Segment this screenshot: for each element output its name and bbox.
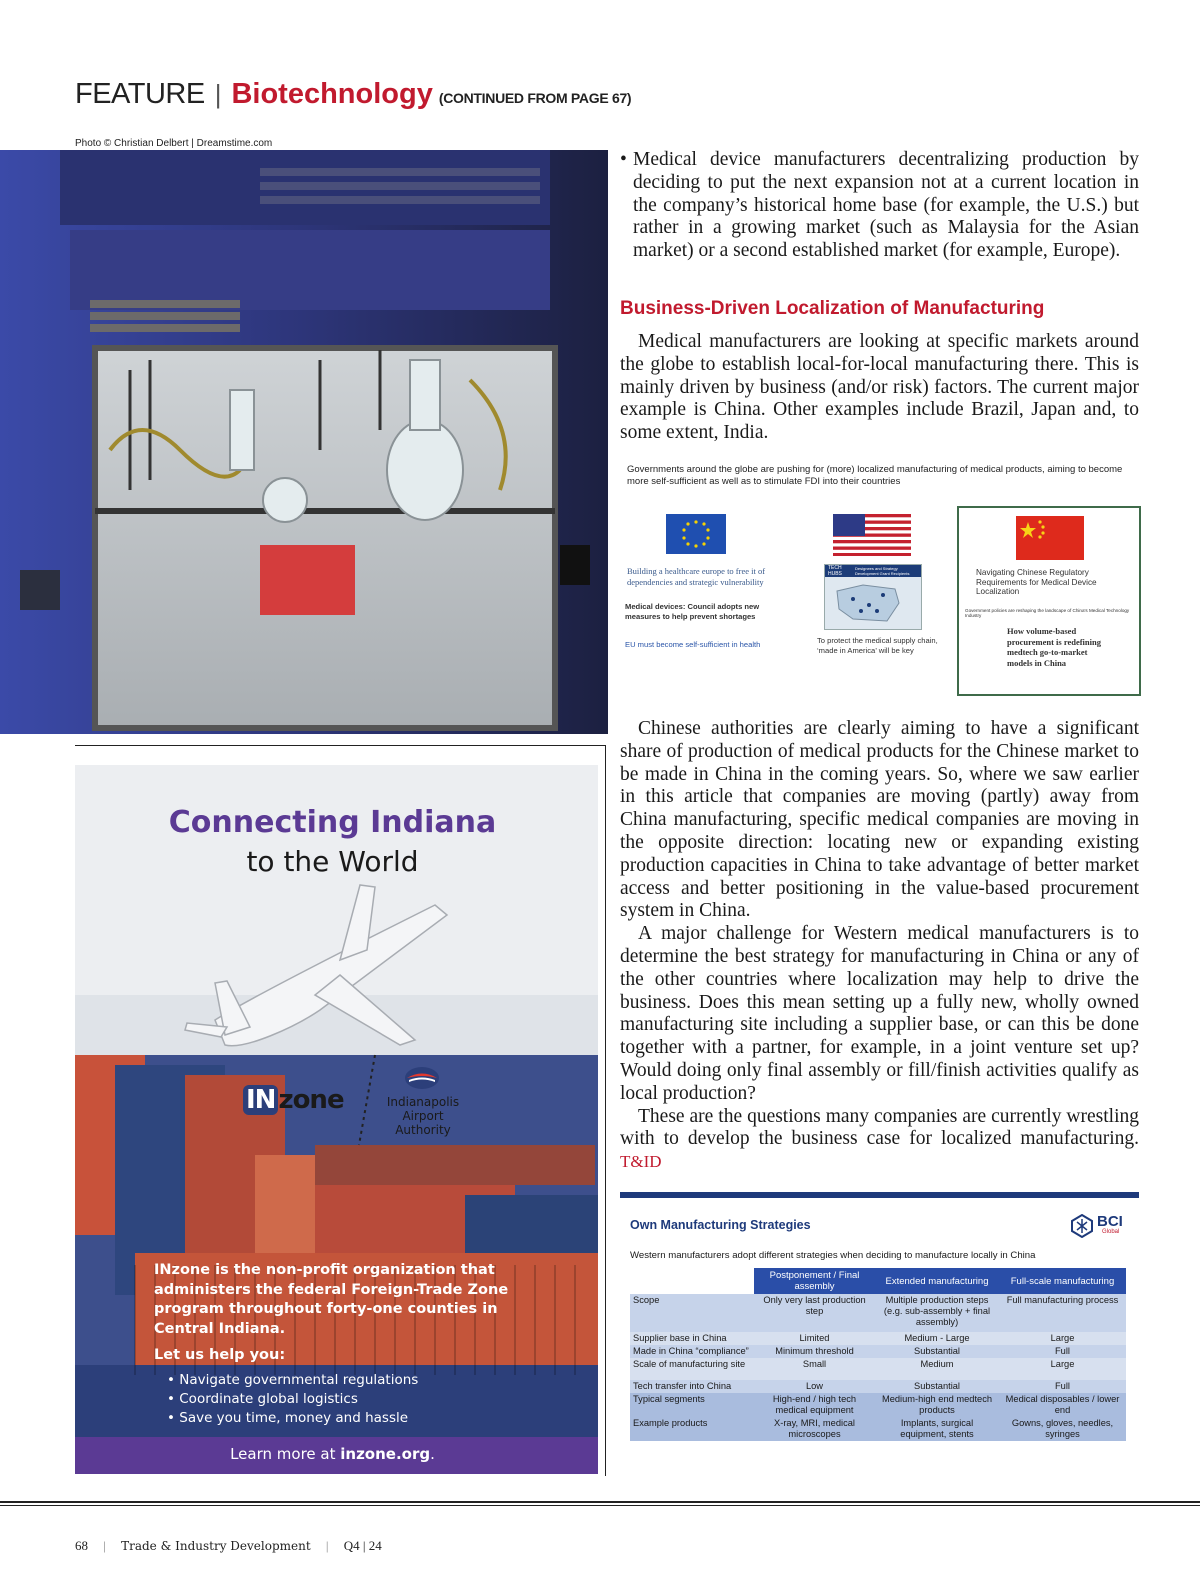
table-row <box>630 1393 1126 1417</box>
ad-subheadline: to the World <box>246 845 419 878</box>
table-row <box>630 1332 1126 1345</box>
china-flag-icon <box>1016 516 1084 560</box>
footer-separator: | <box>103 1538 106 1553</box>
ad-description: INzone is the non-profit organization that administers the federal Foreign-Trade Zone program throughout forty-one counties in Central Indiana. <box>154 1262 509 1337</box>
ad-cta <box>75 1445 590 1463</box>
ad-help-title: Let us help you: <box>154 1347 286 1363</box>
photo-credit: Photo © Christian Delbert | Dreamstime.com <box>75 138 273 149</box>
table-cell: Minimum threshold <box>775 1346 854 1356</box>
airport-authority-logo-icon <box>403 1065 441 1091</box>
china-subtitle: Government policies are reshaping the landscape of China's Medical Technology Industry <box>965 608 1130 618</box>
ad-headline: Connecting Indiana <box>168 805 497 840</box>
paragraph <box>620 1106 1139 1174</box>
paragraph: Medical manufacturers are looking at specific markets around the globe to establish local-for-local manufacturing there. This is mainly driven by business (and/or risk) factors. The current major example is China. Other examples include Brazil, Japan and, to some extent, India. <box>620 331 1139 444</box>
table-subtitle: Western manufacturers adopt different strategies when deciding to manufacture locally in China <box>630 1250 1036 1261</box>
table-cell: Limited <box>799 1333 830 1343</box>
section-topic: Biotechnology <box>231 78 433 110</box>
table-row <box>630 1380 1126 1393</box>
section-header <box>75 78 631 111</box>
table-cell: Full <box>1055 1381 1070 1391</box>
thumb-title: Designees and Strategy Development Grant Recipients <box>855 566 910 576</box>
table-cell: Medical disposables / lower end <box>1005 1394 1120 1415</box>
table-cell: Low <box>805 1381 824 1391</box>
table-cell: Medium-high end medtech products <box>881 1394 993 1415</box>
list-item <box>620 149 1139 263</box>
inzone-advertisement <box>75 765 598 1474</box>
ad-bullet-list <box>167 1371 418 1428</box>
section-label: FEATURE <box>75 78 205 110</box>
bullet-text: Medical device manufacturers decentralizing production by deciding to put the next expansion not at a current location in the company’s historical home base (for example, the U.S.) but rather in a growing market (such as Malaysia for the Asian market) or a second established market (for example, Europe). <box>633 149 1139 262</box>
table-row <box>630 1417 1126 1441</box>
us-caption: To protect the medical supply chain, ‘made in America’ will be key <box>817 636 938 655</box>
figure-caption: Governments around the globe are pushing for (more) localized manufacturing of medical products, aiming to become more self-sufficient as well as to stimulate FDI into their countries <box>627 464 1123 487</box>
strategy-table <box>630 1268 1126 1441</box>
inzone-logo <box>243 1085 344 1115</box>
table-cell: Medium - Large <box>904 1333 970 1343</box>
table-cell: Full <box>1055 1346 1070 1356</box>
table-header: Full-scale manufacturing <box>999 1268 1126 1294</box>
bullet-dot: • <box>620 149 627 170</box>
table-header: Extended manufacturing <box>875 1268 999 1294</box>
logo-in: IN <box>243 1085 278 1115</box>
strategy-table-figure <box>620 1192 1139 1480</box>
table-cell: Large <box>1050 1359 1075 1369</box>
airport-line-3: Authority <box>395 1123 451 1137</box>
table-cell: High-end / high tech medical equipment <box>772 1394 857 1415</box>
lab-photo-illustration <box>0 150 608 734</box>
us-flag-icon <box>833 514 911 556</box>
cta-prefix: Learn more at <box>230 1445 341 1463</box>
end-mark: T&ID <box>620 1152 662 1172</box>
publication-name: Trade & Industry Development <box>121 1539 311 1553</box>
footer-rule-thin <box>0 1505 1200 1506</box>
table-title: Own Manufacturing Strategies <box>630 1218 811 1232</box>
paragraph: A major challenge for Western medical manufacturers is to determine the best strategy for manufacturing in China or any of the other countries where localization may help to drive the business. Does this mean setting up a fully new, wholly owned manufacturing site including a supplier base, or can this be done together with a partner, for example, in a joint venture set up? Would doing only final assembly or fill/finish activities qualify as local production? <box>620 923 1139 1104</box>
localization-figure <box>620 500 1140 695</box>
eu-item-2: Medical devices: Council adopts new measures to help prevent shortages <box>625 602 760 621</box>
lab-fume-hood-photo <box>0 150 608 734</box>
airport-line-1: Indianapolis <box>386 1095 460 1109</box>
table-cell: Implants, surgical equipment, stents <box>900 1418 974 1439</box>
eu-item-3: EU must become self-sufficient in health <box>625 640 761 649</box>
table-cell: Large <box>1050 1333 1075 1343</box>
body-paragraph-1 <box>620 331 1139 445</box>
page-number: 68 <box>75 1538 88 1553</box>
eu-flag-icon <box>666 514 726 554</box>
ad-bullet: • Navigate governmental regulations <box>167 1372 419 1388</box>
table-cell: Small <box>802 1359 827 1369</box>
airport-line-2: Airport <box>402 1109 444 1123</box>
bci-logo-icon <box>1070 1214 1094 1238</box>
table-cell: Substantial <box>914 1381 960 1391</box>
table-cell: Full manufacturing process <box>1006 1295 1119 1305</box>
footer-separator: | <box>325 1538 329 1553</box>
table-cell: Multiple production steps (e.g. sub-assembly + final assembly) <box>883 1295 991 1327</box>
china-title: Navigating Chinese Regulatory Requirements for Medical Device Localization <box>976 568 1097 596</box>
thumb-tag: TECH HUBS <box>828 565 842 577</box>
table-cell: Example products <box>633 1418 708 1428</box>
table-cell: Medium <box>920 1359 954 1369</box>
table-row <box>630 1358 1126 1380</box>
logo-zone: zone <box>278 1085 344 1115</box>
table-cell: Typical segments <box>633 1394 705 1404</box>
tech-hubs-map-thumbnail <box>824 564 922 630</box>
table-corner <box>630 1268 754 1294</box>
bullet-list <box>620 149 1139 263</box>
table-cell: Scope <box>633 1295 660 1305</box>
table-cell: Only very last production step <box>763 1295 866 1316</box>
table-cell: Scale of manufacturing site <box>633 1359 746 1369</box>
header-separator: | <box>214 79 222 109</box>
ad-bullet: • Coordinate global logistics <box>167 1391 358 1407</box>
table-row <box>630 1345 1126 1358</box>
table-header: Postponement / Final assembly <box>754 1268 875 1294</box>
table-cell: Supplier base in China <box>633 1333 727 1343</box>
airport-authority-name <box>373 1095 473 1137</box>
table-cell: Tech transfer into China <box>633 1381 732 1391</box>
cta-suffix: . <box>430 1445 435 1463</box>
table-cell: X-ray, MRI, medical microscopes <box>774 1418 855 1439</box>
continued-note: (CONTINUED FROM PAGE 67) <box>438 90 632 106</box>
bci-brand-sub: Global <box>1102 1229 1120 1235</box>
ad-bullet: • Save you time, money and hassle <box>167 1410 409 1426</box>
paragraph: Chinese authorities are clearly aiming to have a significant share of production of medical products for the Chinese market to be made in China in the coming years. So, where we saw earlier in this article that companies are moving (partly) away from China manufacturing, specific medical companies are moving in the opposite direction: locating new or expanding existing production capacities in China to take advantage of better market access and better positioning in the value-based procurement system in China. <box>620 718 1139 922</box>
issue-label: Q4 | 24 <box>343 1538 382 1553</box>
eu-headline: Building a healthcare europe to free it of dependencies and strategic vulnerability <box>627 566 766 587</box>
cta-link[interactable]: inzone.org <box>340 1445 431 1463</box>
table-cell: Gowns, gloves, needles, syringes <box>1011 1418 1114 1439</box>
table-row <box>630 1294 1126 1332</box>
footer-rule <box>0 1501 1200 1503</box>
paragraph-text: These are the questions many companies are currently wrestling with to develop the business case for localized manufacturing. <box>620 1105 1139 1150</box>
subheading: Business-Driven Localization of Manufacturing <box>620 298 1045 319</box>
us-map-icon <box>833 581 903 625</box>
body-paragraphs <box>620 718 1139 1174</box>
china-panel <box>957 506 1141 696</box>
table-cell: Made in China “compliance” <box>633 1346 749 1356</box>
bci-brand: BCI <box>1097 1213 1123 1230</box>
table-cell: Substantial <box>914 1346 960 1356</box>
table-header-row <box>630 1268 1126 1294</box>
china-article: How volume-based procurement is redefining medtech go-to-market models in China <box>1007 626 1101 668</box>
page-footer <box>75 1538 394 1554</box>
